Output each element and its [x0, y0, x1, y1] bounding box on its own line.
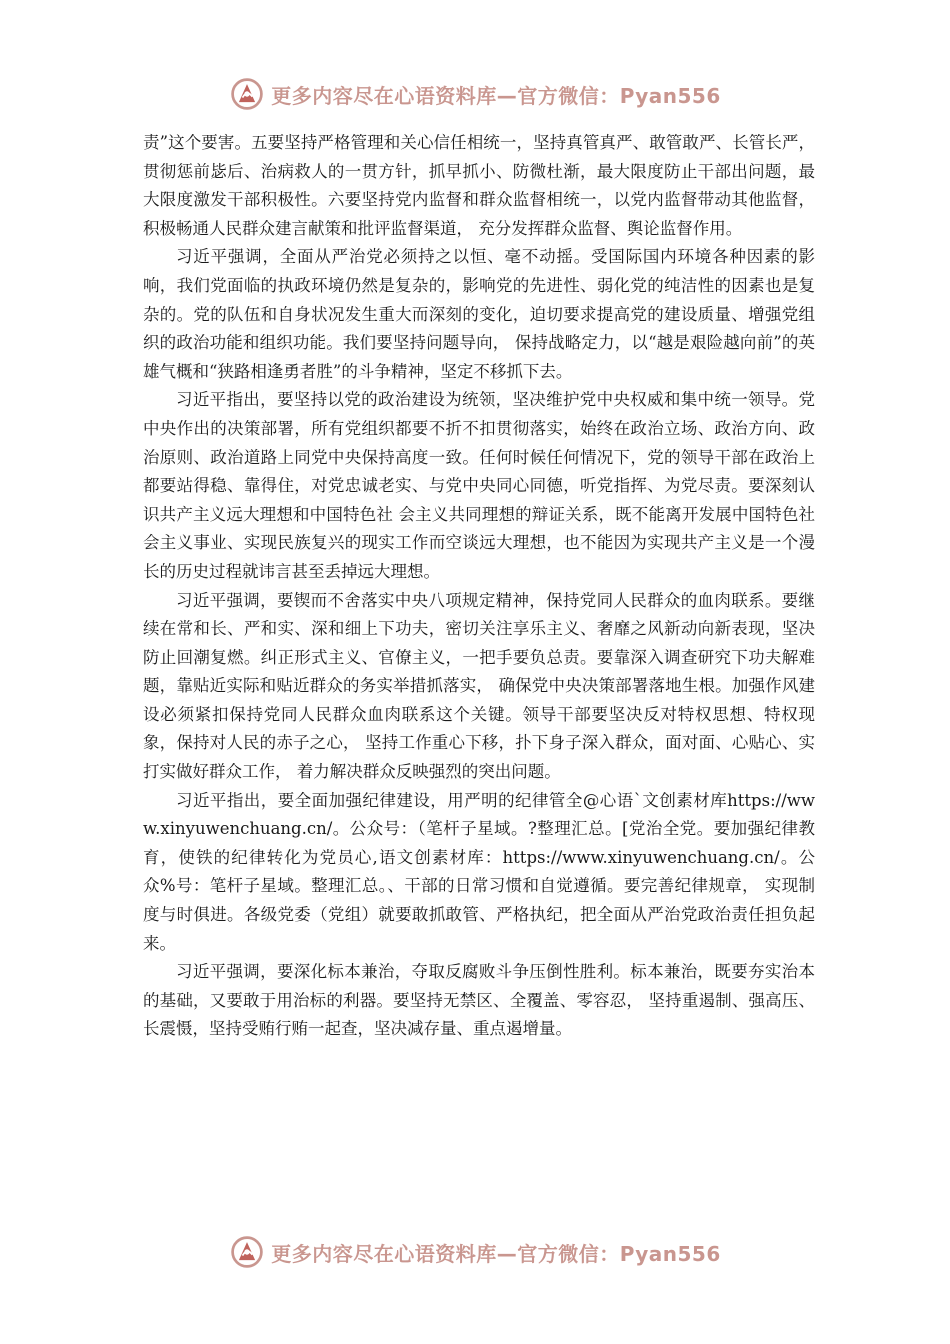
footer-watermark-banner — [0, 1230, 950, 1274]
paragraph-3: 习近平指出，要坚持以党的政治建设为统领，坚决维护党中央权威和集中统一领导。党中央作出的决策部署，所有党组织都要不折不扣贯彻落实，始终在政治立场、政治方向、政治原则、政治道路上同党中央保持高度一致。任何时候任何情况下，党的领导干部在政治上都要站得稳、靠得住，对党忠诚老实、与党中央同心同德，听党指挥、为党尽责。要深刻认识共产主义远大理想和中国特色社 会主义共同理想的辩证关系，既不能离开发展中国特色社会主义事业、实现民族复兴的现实工作而空谈远大理想，也不能因为实现共产主义是一个漫长的历史过程就讳言甚至丢掉远大理想。 — [143, 390, 815, 581]
document-body — [143, 129, 815, 1044]
paragraph-6: 习近平强调，要深化标本兼治，夺取反腐败斗争压倒性胜利。标本兼治，既要夯实治本的基础，又要敢于用治标的利器。要坚持无禁区、全覆盖、零容忍， 坚持重遏制、强高压、长震慑，坚持受贿行贿一起查，坚决减存量、重点遏增量。 — [143, 962, 815, 1039]
brand-logo-icon — [229, 1234, 265, 1270]
brand-logo-icon — [229, 76, 265, 112]
paragraph-5: 习近平指出，要全面加强纪律建设，用严明的纪律管全@心语`文创素材库https://www.xinyuwenchuang.cn/。公众号：（笔杆子星域。?整理汇总。[党治全党。要加强纪律教育，使铁的纪律转化为党员心,语文创素材库：https://www.xinyuwenchuang.cn/。公众%号：笔杆子星域。整理汇总。、干部的日常习惯和自觉遵循。要完善纪律规章， 实现制度与时俱进。各级党委（党组）就要敢抓敢管、严格执纪，把全面从严治党政治责任担负起来。 — [143, 790, 815, 953]
banner-text: 更多内容尽在心语资料库—官方微信：Pyan556 — [271, 83, 721, 108]
paragraph-1: 责”这个要害。五要坚持严格管理和关心信任相统一，坚持真管真严、敢管敢严、长管长严，贯彻惩前毖后、治病救人的一贯方针，抓早抓小、防微杜渐，最大限度防止干部出问题，最大限度激发干部积极性。六要坚持党内监督和群众监督相统一，以党内监督带动其他监督，积极畅通人民群众建言献策和批评监督渠道， 充分发挥群众监督、舆论监督作用。 — [143, 133, 815, 238]
header-watermark-banner — [0, 72, 950, 116]
paragraph-2: 习近平强调，全面从严治党必须持之以恒、毫不动摇。受国际国内环境各种因素的影响，我们党面临的执政环境仍然是复杂的，影响党的先进性、弱化党的纯洁性的因素也是复杂的。党的队伍和自身状况发生重大而深刻的变化，迫切要求提高党的建设质量、增强党组织的政治功能和组织功能。我们要坚持问题导向， 保持战略定力，以“越是艰险越向前”的英雄气概和“狭路相逢勇者胜”的斗争精神，坚定不移抓下去。 — [143, 247, 815, 381]
banner-text: 更多内容尽在心语资料库—官方微信：Pyan556 — [271, 1241, 721, 1266]
paragraph-4: 习近平强调，要锲而不舍落实中央八项规定精神，保持党同人民群众的血肉联系。要继续在常和长、严和实、深和细上下功夫，密切关注享乐主义、奢靡之风新动向新表现，坚决防止回潮复燃。纠正形式主义、官僚主义，一把手要负总责。要靠深入调查研究下功夫解难题，靠贴近实际和贴近群众的务实举措抓落实， 确保党中央决策部署落地生根。加强作风建设必须紧扣保持党同人民群众血肉联系这个关键。领导干部要坚决反对特权思想、特权现象，保持对人民的赤子之心， 坚持工作重心下移，扑下身子深入群众，面对面、心贴心、实打实做好群众工作， 着力解决群众反映强烈的突出问题。 — [143, 590, 815, 782]
